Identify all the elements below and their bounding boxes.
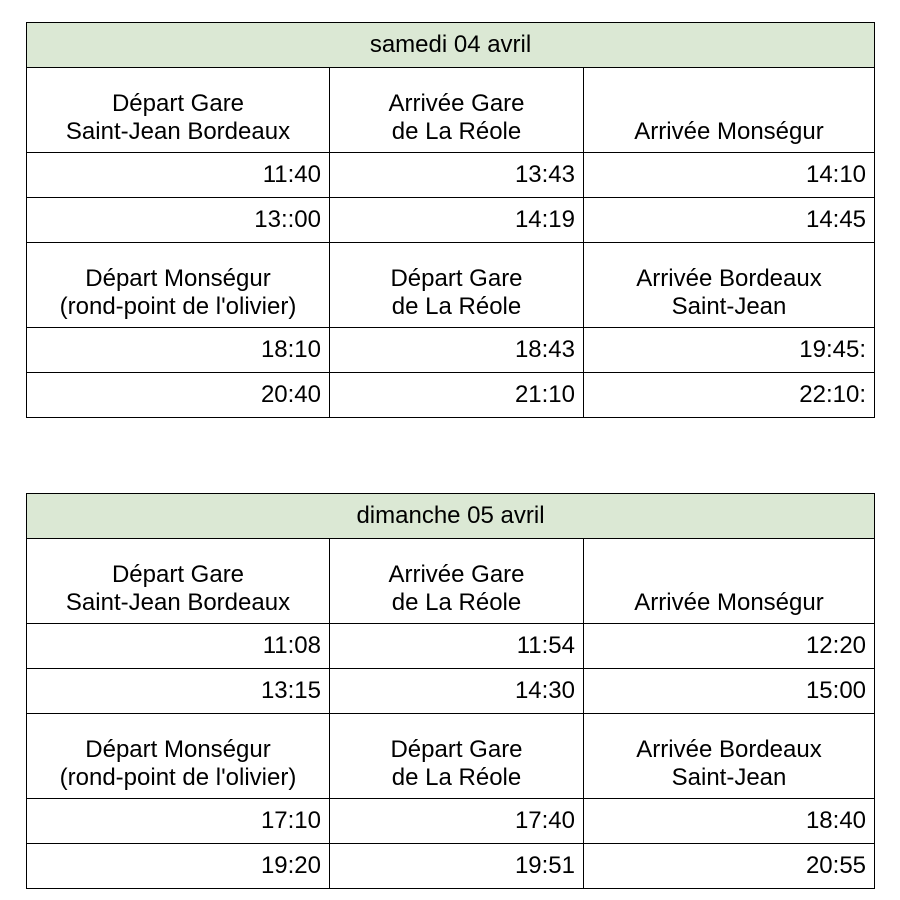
column-header-departure-la-reole: [330, 714, 584, 799]
header-line: Saint-Jean Bordeaux: [65, 589, 291, 616]
time-cell: 11:08: [27, 624, 330, 669]
return-header-row: [27, 243, 875, 328]
time-cell: 22:10:: [584, 373, 875, 418]
time-cell: 11:40: [27, 153, 330, 198]
header-line: de La Réole: [391, 293, 522, 320]
column-header-departure-la-reole: [330, 243, 584, 328]
header-line: Saint-Jean: [671, 764, 787, 791]
column-header-arrival-la-reole: [330, 539, 584, 624]
header-line: Départ Gare: [111, 90, 245, 117]
header-line: de La Réole: [391, 589, 522, 616]
header-line: Saint-Jean: [671, 293, 787, 320]
header-line: (rond-point de l'olivier): [59, 764, 297, 791]
header-line: Départ Gare: [390, 265, 523, 292]
table-row: [27, 198, 875, 243]
header-line: Arrivée Monségur: [634, 589, 824, 616]
table-row: [27, 373, 875, 418]
table-row: [27, 624, 875, 669]
time-cell: 14:19: [330, 198, 584, 243]
table-row: [27, 153, 875, 198]
column-header-arrival-monsegur: [584, 68, 875, 153]
header-line: de La Réole: [391, 764, 522, 791]
time-cell: 17:10: [27, 799, 330, 844]
time-cell: 18:40: [584, 799, 875, 844]
header-line: Départ Gare: [111, 561, 245, 588]
return-header-row: [27, 714, 875, 799]
schedule-table-sunday: [26, 493, 875, 889]
schedule-table-saturday: [26, 22, 875, 418]
table-row: [27, 328, 875, 373]
column-header-arrival-bordeaux: [584, 714, 875, 799]
header-line: [592, 90, 866, 118]
column-header-arrival-monsegur: [584, 539, 875, 624]
time-cell: 13:43: [330, 153, 584, 198]
table-row: [27, 799, 875, 844]
time-cell: 21:10: [330, 373, 584, 418]
time-cell: 15:00: [584, 669, 875, 714]
header-line: Arrivée Bordeaux: [636, 265, 822, 292]
table-title-row: [27, 494, 875, 539]
time-cell: 14:30: [330, 669, 584, 714]
time-cell: 14:45: [584, 198, 875, 243]
column-header-departure-bordeaux: [27, 68, 330, 153]
header-line: Arrivée Gare: [388, 561, 525, 588]
outbound-header-row: [27, 539, 875, 624]
time-cell: 18:43: [330, 328, 584, 373]
time-cell: 11:54: [330, 624, 584, 669]
header-line: de La Réole: [391, 118, 522, 145]
table-row: [27, 844, 875, 889]
header-line: Saint-Jean Bordeaux: [65, 118, 291, 145]
header-line: Départ Monségur: [85, 265, 271, 292]
column-header-departure-bordeaux: [27, 539, 330, 624]
header-line: Départ Gare: [390, 736, 523, 763]
header-line: Départ Monségur: [85, 736, 271, 763]
table-row: [27, 669, 875, 714]
header-line: Arrivée Monségur: [634, 118, 824, 145]
time-cell: 17:40: [330, 799, 584, 844]
table-title: samedi 04 avril: [27, 23, 875, 68]
column-header-arrival-bordeaux: [584, 243, 875, 328]
column-header-departure-monsegur: [27, 714, 330, 799]
time-cell: 20:40: [27, 373, 330, 418]
time-cell: 13:15: [27, 669, 330, 714]
time-cell: 20:55: [584, 844, 875, 889]
column-header-arrival-la-reole: [330, 68, 584, 153]
header-line: (rond-point de l'olivier): [59, 293, 297, 320]
time-cell: 14:10: [584, 153, 875, 198]
header-line: Arrivée Gare: [388, 90, 525, 117]
header-line: [592, 561, 866, 589]
time-cell: 19:20: [27, 844, 330, 889]
time-cell: 12:20: [584, 624, 875, 669]
table-title: dimanche 05 avril: [27, 494, 875, 539]
time-cell: 19:45:: [584, 328, 875, 373]
column-header-departure-monsegur: [27, 243, 330, 328]
time-cell: 18:10: [27, 328, 330, 373]
time-cell: 19:51: [330, 844, 584, 889]
header-line: Arrivée Bordeaux: [636, 736, 822, 763]
time-cell: 13::00: [27, 198, 330, 243]
outbound-header-row: [27, 68, 875, 153]
table-title-row: [27, 23, 875, 68]
